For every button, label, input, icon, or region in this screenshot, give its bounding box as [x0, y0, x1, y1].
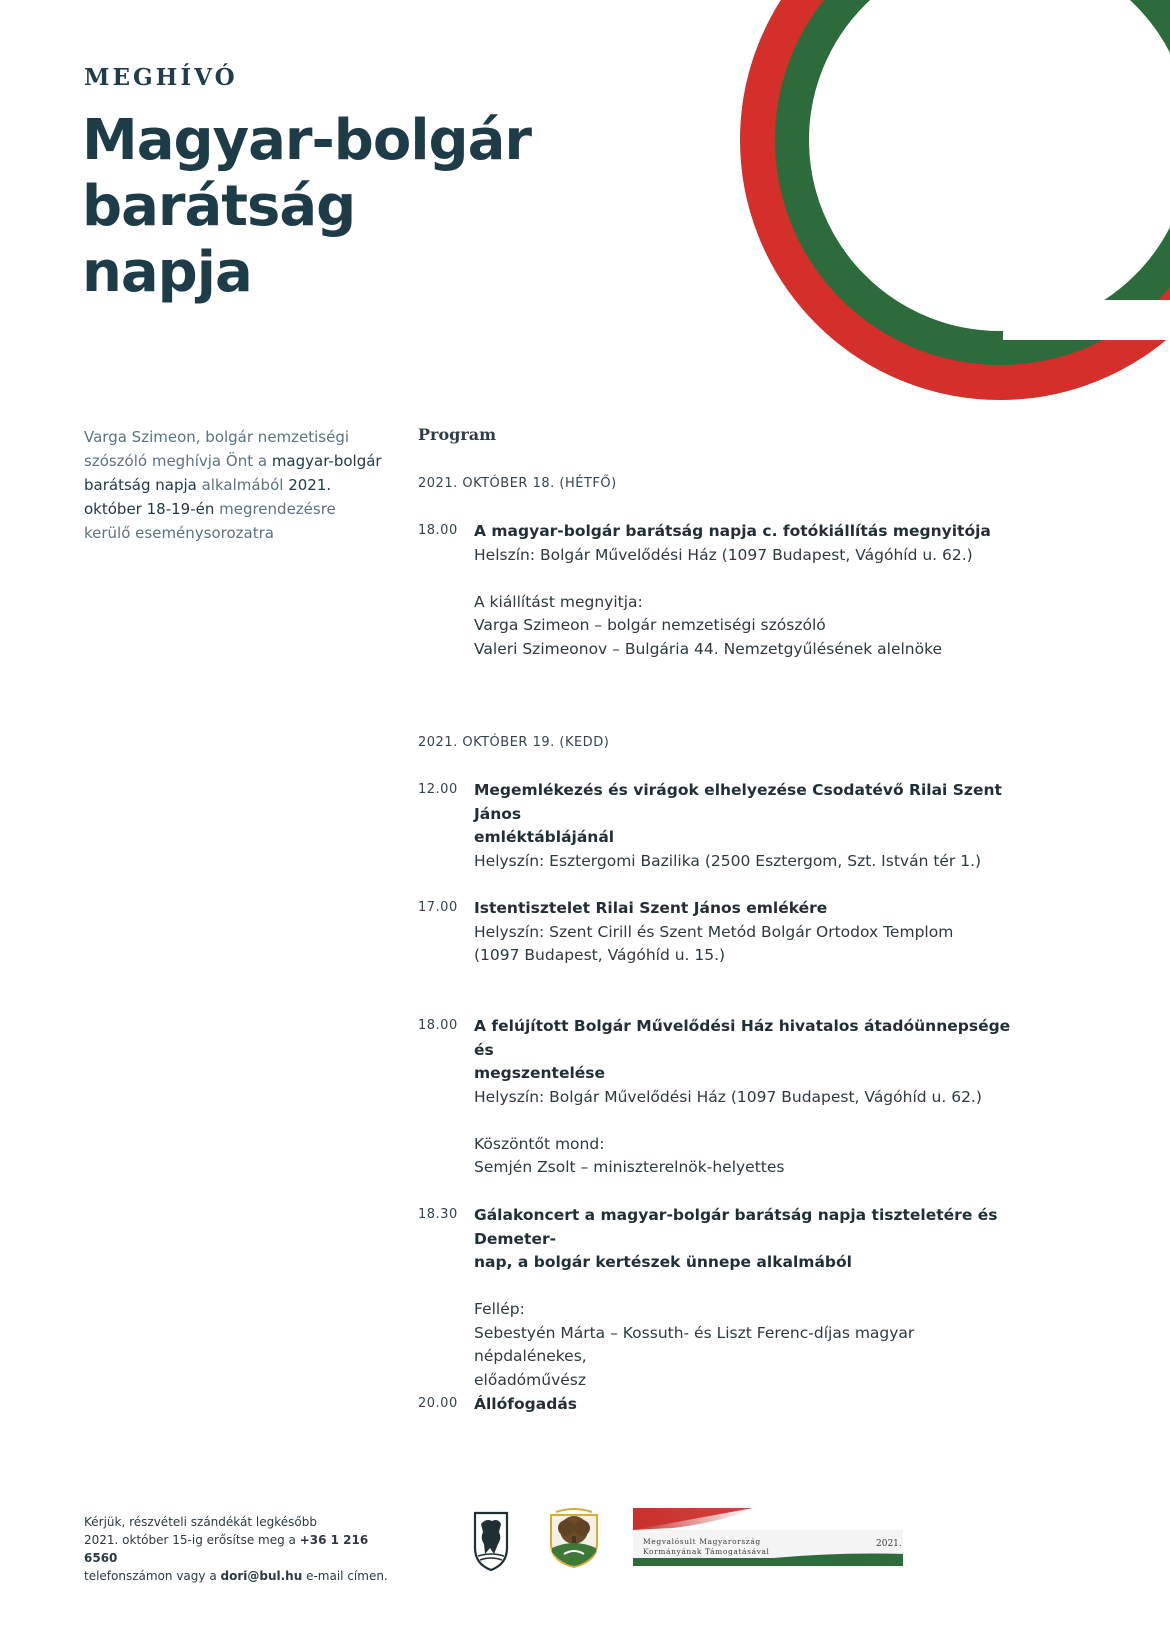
event-heading: Gálakoncert a magyar-bolgár barátság napja tiszteletére és Demeter-	[474, 1206, 998, 1248]
page-title	[82, 108, 602, 306]
event-detail: előadóművész	[474, 1370, 586, 1389]
green-ring	[792, 0, 1170, 348]
event-heading: emléktáblájánál	[474, 828, 615, 846]
program-event	[418, 1393, 1018, 1417]
event-time: 18.00	[418, 1018, 458, 1033]
event-heading: Megemlékezés és virágok elhelyezése Csodatévő Rilai Szent János	[474, 781, 1002, 823]
program-event	[418, 1204, 1018, 1392]
event-heading: megszentelése	[474, 1064, 606, 1082]
program-event	[418, 520, 1018, 661]
rsvp-email: dori@bul.hu	[220, 1569, 303, 1583]
event-location: Helyszín: Bolgár Művelődési Ház (1097 Budapest, Vágóhíd u. 62.)	[474, 1087, 982, 1106]
lion-shield-logo	[472, 1510, 510, 1572]
intro-text	[84, 425, 384, 545]
program-event	[418, 779, 1018, 873]
gov-line: Kormányának Támogatásával	[643, 1547, 770, 1556]
event-detail: Sebestyén Márta – Kossuth- és Liszt Ferenc-díjas magyar népdalénekes,	[474, 1323, 915, 1365]
rsvp-line: 2021. október 15-ig erősítse meg a	[84, 1533, 300, 1547]
intro-part: Varga Szimeon, bolgár nemzetiségi szószóló meghívja Önt a	[84, 428, 350, 470]
event-detail: Semjén Zsolt – miniszterelnök-helyettes	[474, 1158, 785, 1176]
event-detail: Köszöntőt mond:	[474, 1134, 605, 1153]
day-label-monday: 2021. OKTÓBER 18. (HÉTFŐ)	[418, 476, 617, 491]
rsvp-line: telefonszámon vagy a	[84, 1569, 221, 1583]
invitation-kicker: MEGHÍVÓ	[84, 64, 238, 91]
program-event	[418, 897, 1018, 968]
government-support-text	[643, 1537, 770, 1557]
intro-part: alkalmából	[196, 476, 289, 494]
event-detail: A kiállítást megnyitja:	[474, 592, 643, 611]
event-location: Helyszín: Szent Cirill és Szent Metód Bolgár Ortodox Templom	[474, 922, 954, 941]
program-title: Program	[418, 425, 497, 444]
event-location: Helszín: Bolgár Művelődési Ház (1097 Budapest, Vágóhíd u. 62.)	[474, 545, 973, 564]
event-detail: Fellép:	[474, 1300, 525, 1318]
day-label-tuesday: 2021. OKTÓBER 19. (KEDD)	[418, 735, 610, 750]
event-heading: nap, a bolgár kertészek ünnepe alkalmából	[474, 1253, 852, 1271]
event-time: 18.30	[418, 1207, 458, 1222]
title-line: napja	[82, 240, 252, 305]
event-detail: Varga Szimeon – bolgár nemzetiségi szószóló	[474, 616, 826, 634]
event-heading: Állófogadás	[474, 1395, 577, 1413]
event-heading: A magyar-bolgár barátság napja c. fotókiállítás megnyitója	[474, 522, 991, 540]
event-heading: Istentisztelet Rilai Szent János emlékére	[474, 899, 828, 917]
event-location: Helyszín: Esztergomi Bazilika (2500 Esztergom, Szt. István tér 1.)	[474, 851, 982, 870]
rsvp-note	[84, 1513, 404, 1585]
intro-highlight: 2021. október 18-19-én	[84, 476, 332, 518]
event-time: 20.00	[418, 1396, 458, 1411]
rsvp-line: Kérjük, részvételi szándékát legkésőbb	[84, 1515, 317, 1529]
event-heading: A felújított Bolgár Művelődési Ház hivatalos átadóünnepsége és	[474, 1017, 1011, 1059]
intro-highlight: magyar-bolgár barátság napja	[84, 452, 382, 494]
intro-part: megrendezésre kerülő eseménysorozatra	[84, 500, 336, 542]
event-detail: Valeri Szimeonov – Bulgária 44. Nemzetgyűlésének alelnöke	[474, 639, 943, 658]
rsvp-phone: +36 1 216 6560	[84, 1533, 369, 1565]
tree-coat-of-arms-logo	[546, 1508, 602, 1570]
title-line: Magyar-bolgár	[82, 108, 531, 173]
government-support-year: 2021.	[876, 1539, 902, 1549]
event-location: (1097 Budapest, Vágóhíd u. 15.)	[474, 946, 726, 964]
rsvp-line: e-mail címen.	[302, 1569, 388, 1583]
title-line: barátság	[82, 174, 356, 239]
event-time: 12.00	[418, 782, 458, 797]
gov-line: Megvalósult Magyarország	[643, 1537, 761, 1546]
event-time: 17.00	[418, 900, 458, 915]
event-time: 18.00	[418, 523, 458, 538]
program-event	[418, 1015, 1018, 1180]
